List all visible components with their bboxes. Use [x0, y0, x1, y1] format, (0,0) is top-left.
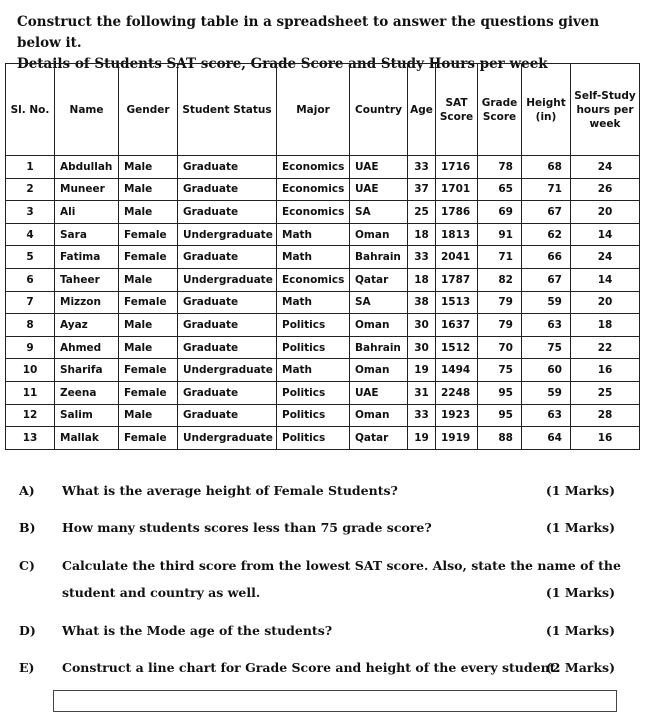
grade-score-cell: 88	[478, 427, 522, 450]
age-cell: 33	[408, 156, 436, 179]
question-text: How many students scores less than 75 grade score?	[62, 520, 432, 535]
height-cell: 60	[522, 359, 571, 382]
table-row	[6, 268, 640, 291]
major-cell: Economics	[277, 178, 350, 201]
gender-cell: Male	[119, 314, 178, 337]
sl-no-cell: 11	[6, 381, 55, 404]
sl-no-cell: 9	[6, 336, 55, 359]
major-cell: Politics	[277, 381, 350, 404]
height-cell: 66	[522, 246, 571, 269]
grade-score-cell: 75	[478, 359, 522, 382]
sl-no-cell: 2	[6, 178, 55, 201]
question-text: Calculate the third score from the lowest SAT score. Also, state the name of the	[62, 558, 621, 573]
age-cell: 37	[408, 178, 436, 201]
gender-cell: Male	[119, 404, 178, 427]
height-cell: 63	[522, 404, 571, 427]
country-cell: Bahrain	[350, 336, 408, 359]
study-hours-cell: 16	[571, 359, 640, 382]
column-header: Age	[408, 64, 436, 156]
grade-score-cell: 70	[478, 336, 522, 359]
sl-no-cell: 1	[6, 156, 55, 179]
status-cell: Graduate	[178, 336, 277, 359]
gender-cell: Female	[119, 291, 178, 314]
sat-score-cell: 1701	[436, 178, 478, 201]
age-cell: 19	[408, 427, 436, 450]
status-cell: Graduate	[178, 314, 277, 337]
sl-no-cell: 6	[6, 268, 55, 291]
gender-cell: Female	[119, 381, 178, 404]
column-header: Student Status	[178, 64, 277, 156]
age-cell: 31	[408, 381, 436, 404]
gender-cell: Male	[119, 156, 178, 179]
grade-score-cell: 69	[478, 201, 522, 224]
column-header: Height (in)	[522, 64, 571, 156]
sat-score-cell: 2248	[436, 381, 478, 404]
age-cell: 25	[408, 201, 436, 224]
question-b	[0, 520, 661, 550]
height-cell: 59	[522, 381, 571, 404]
major-cell: Politics	[277, 336, 350, 359]
country-cell: SA	[350, 291, 408, 314]
student-details-table	[5, 63, 640, 450]
height-cell: 68	[522, 156, 571, 179]
gender-cell: Male	[119, 268, 178, 291]
gender-cell: Female	[119, 359, 178, 382]
question-e	[0, 660, 661, 690]
name-cell: Ayaz	[55, 314, 119, 337]
name-cell: Fatima	[55, 246, 119, 269]
column-header: Major	[277, 64, 350, 156]
table-row	[6, 291, 640, 314]
question-d	[0, 623, 661, 653]
column-header: Sl. No.	[6, 64, 55, 156]
name-cell: Mizzon	[55, 291, 119, 314]
name-cell: Mallak	[55, 427, 119, 450]
study-hours-cell: 22	[571, 336, 640, 359]
status-cell: Graduate	[178, 201, 277, 224]
name-cell: Ahmed	[55, 336, 119, 359]
question-marks: (1 Marks)	[545, 520, 615, 535]
country-cell: Qatar	[350, 427, 408, 450]
study-hours-cell: 26	[571, 178, 640, 201]
sat-score-cell: 1787	[436, 268, 478, 291]
major-cell: Math	[277, 291, 350, 314]
sat-score-cell: 1786	[436, 201, 478, 224]
age-cell: 18	[408, 223, 436, 246]
sl-no-cell: 13	[6, 427, 55, 450]
table-row	[6, 381, 640, 404]
status-cell: Undergraduate	[178, 223, 277, 246]
column-header: Gender	[119, 64, 178, 156]
height-cell: 64	[522, 427, 571, 450]
status-cell: Undergraduate	[178, 268, 277, 291]
name-cell: Sharifa	[55, 359, 119, 382]
age-cell: 30	[408, 314, 436, 337]
age-cell: 30	[408, 336, 436, 359]
question-label: E)	[19, 660, 35, 675]
height-cell: 67	[522, 268, 571, 291]
study-hours-cell: 16	[571, 427, 640, 450]
grade-score-cell: 82	[478, 268, 522, 291]
sl-no-cell: 8	[6, 314, 55, 337]
gender-cell: Male	[119, 336, 178, 359]
gender-cell: Male	[119, 201, 178, 224]
column-header: Country	[350, 64, 408, 156]
name-cell: Taheer	[55, 268, 119, 291]
major-cell: Math	[277, 359, 350, 382]
age-cell: 19	[408, 359, 436, 382]
country-cell: SA	[350, 201, 408, 224]
sl-no-cell: 7	[6, 291, 55, 314]
sl-no-cell: 4	[6, 223, 55, 246]
major-cell: Politics	[277, 427, 350, 450]
sat-score-cell: 1494	[436, 359, 478, 382]
age-cell: 33	[408, 246, 436, 269]
question-text-continued: student and country as well.	[62, 585, 261, 600]
question-label: A)	[19, 483, 35, 498]
column-header: Self-Study hours per week	[571, 64, 640, 156]
table-row	[6, 178, 640, 201]
age-cell: 33	[408, 404, 436, 427]
status-cell: Graduate	[178, 246, 277, 269]
question-marks: (1 Marks)	[545, 585, 615, 600]
question-label: C)	[19, 558, 35, 573]
sat-score-cell: 2041	[436, 246, 478, 269]
heading-line-1: Construct the following table in a spreadsheet to answer the questions given below it.	[17, 14, 600, 51]
column-header: Grade Score	[478, 64, 522, 156]
question-text: What is the Mode age of the students?	[62, 623, 333, 638]
gender-cell: Female	[119, 246, 178, 269]
sl-no-cell: 5	[6, 246, 55, 269]
question-marks: (2 Marks)	[545, 660, 615, 675]
name-cell: Abdullah	[55, 156, 119, 179]
sat-score-cell: 1813	[436, 223, 478, 246]
table-row	[6, 404, 640, 427]
study-hours-cell: 20	[571, 201, 640, 224]
status-cell: Graduate	[178, 291, 277, 314]
question-marks: (1 Marks)	[545, 483, 615, 498]
age-cell: 38	[408, 291, 436, 314]
study-hours-cell: 24	[571, 246, 640, 269]
table-row	[6, 223, 640, 246]
country-cell: UAE	[350, 156, 408, 179]
table-row	[6, 427, 640, 450]
study-hours-cell: 18	[571, 314, 640, 337]
status-cell: Undergraduate	[178, 427, 277, 450]
question-label: D)	[19, 623, 36, 638]
table-row	[6, 246, 640, 269]
study-hours-cell: 25	[571, 381, 640, 404]
name-cell: Ali	[55, 201, 119, 224]
sat-score-cell: 1923	[436, 404, 478, 427]
status-cell: Graduate	[178, 178, 277, 201]
question-text: What is the average height of Female Students?	[62, 483, 398, 498]
sat-score-cell: 1512	[436, 336, 478, 359]
country-cell: UAE	[350, 178, 408, 201]
sl-no-cell: 10	[6, 359, 55, 382]
study-hours-cell: 14	[571, 223, 640, 246]
question-label: B)	[19, 520, 36, 535]
question-marks: (1 Marks)	[545, 623, 615, 638]
major-cell: Economics	[277, 268, 350, 291]
name-cell: Muneer	[55, 178, 119, 201]
major-cell: Politics	[277, 404, 350, 427]
table-header-row	[6, 64, 640, 156]
age-cell: 18	[408, 268, 436, 291]
table-body	[6, 156, 640, 450]
study-hours-cell: 28	[571, 404, 640, 427]
grade-score-cell: 78	[478, 156, 522, 179]
height-cell: 67	[522, 201, 571, 224]
question-a	[0, 483, 661, 513]
grade-score-cell: 95	[478, 404, 522, 427]
country-cell: Oman	[350, 359, 408, 382]
major-cell: Politics	[277, 314, 350, 337]
grade-score-cell: 95	[478, 381, 522, 404]
status-cell: Graduate	[178, 381, 277, 404]
height-cell: 71	[522, 178, 571, 201]
gender-cell: Male	[119, 178, 178, 201]
major-cell: Economics	[277, 201, 350, 224]
study-hours-cell: 20	[571, 291, 640, 314]
major-cell: Economics	[277, 156, 350, 179]
status-cell: Graduate	[178, 404, 277, 427]
major-cell: Math	[277, 223, 350, 246]
gender-cell: Female	[119, 427, 178, 450]
height-cell: 62	[522, 223, 571, 246]
table-row	[6, 156, 640, 179]
country-cell: Bahrain	[350, 246, 408, 269]
question-c	[0, 558, 661, 618]
grade-score-cell: 79	[478, 314, 522, 337]
grade-score-cell: 79	[478, 291, 522, 314]
table-row	[6, 336, 640, 359]
table-row	[6, 201, 640, 224]
country-cell: Oman	[350, 314, 408, 337]
height-cell: 63	[522, 314, 571, 337]
name-cell: Zeena	[55, 381, 119, 404]
gender-cell: Female	[119, 223, 178, 246]
grade-score-cell: 71	[478, 246, 522, 269]
sat-score-cell: 1716	[436, 156, 478, 179]
sat-score-cell: 1513	[436, 291, 478, 314]
answer-box[interactable]	[53, 690, 617, 712]
grade-score-cell: 65	[478, 178, 522, 201]
sl-no-cell: 3	[6, 201, 55, 224]
status-cell: Undergraduate	[178, 359, 277, 382]
sl-no-cell: 12	[6, 404, 55, 427]
study-hours-cell: 14	[571, 268, 640, 291]
column-header: SAT Score	[436, 64, 478, 156]
country-cell: Oman	[350, 223, 408, 246]
heading-line-2: Details of Students SAT score, Grade Score and Study Hours per week	[17, 56, 548, 72]
sat-score-cell: 1919	[436, 427, 478, 450]
status-cell: Graduate	[178, 156, 277, 179]
table-row	[6, 359, 640, 382]
grade-score-cell: 91	[478, 223, 522, 246]
table-row	[6, 314, 640, 337]
column-header: Name	[55, 64, 119, 156]
name-cell: Salim	[55, 404, 119, 427]
country-cell: Qatar	[350, 268, 408, 291]
question-text: Construct a line chart for Grade Score and height of the every student.	[62, 660, 560, 675]
sat-score-cell: 1637	[436, 314, 478, 337]
major-cell: Math	[277, 246, 350, 269]
height-cell: 75	[522, 336, 571, 359]
height-cell: 59	[522, 291, 571, 314]
country-cell: Oman	[350, 404, 408, 427]
name-cell: Sara	[55, 223, 119, 246]
country-cell: UAE	[350, 381, 408, 404]
study-hours-cell: 24	[571, 156, 640, 179]
